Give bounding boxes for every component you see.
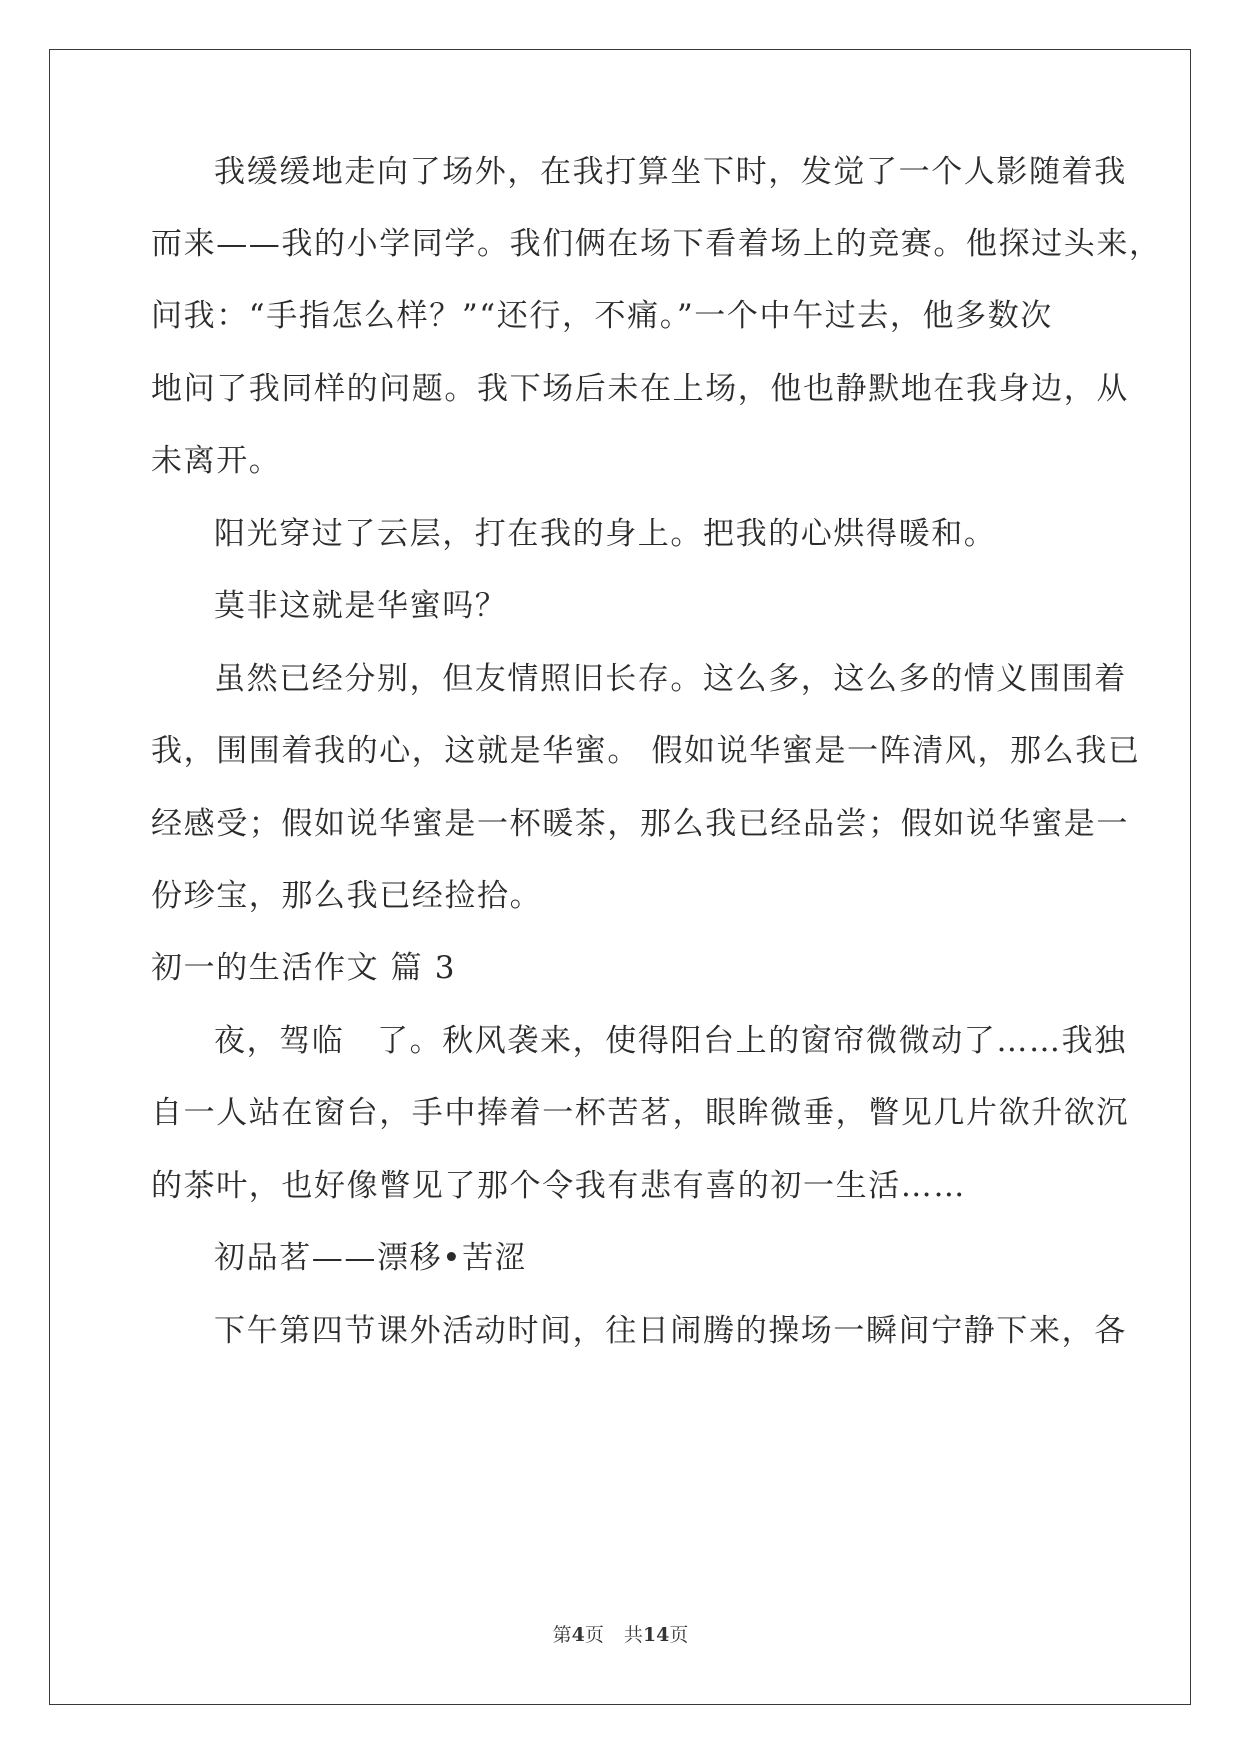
paragraph-4-line-4: 份珍宝，那么我已经捡拾。: [151, 878, 543, 914]
paragraph-1-line-1: 我缓缓地走向了场外，在我打算坐下时，发觉了一个人影随着我: [214, 154, 1127, 190]
footer-total-pages: 14: [642, 1624, 670, 1646]
paragraph-2: 阳光穿过了云层，打在我的身上。把我的心烘得暖和。: [214, 516, 997, 552]
footer-page-suffix: 页: [584, 1624, 604, 1646]
paragraph-4-line-1: 虽然已经分别，但友情照旧长存。这么多，这么多的情义围围着: [214, 661, 1127, 697]
footer-page-prefix: 第: [552, 1624, 572, 1646]
paragraph-5-line-3: 的茶叶，也好像瞥见了那个令我有悲有喜的初一生活……: [151, 1168, 966, 1204]
paragraph-1-line-2: 而来——我的小学同学。我们俩在场下看着场上的竞赛。他探过头来，: [151, 226, 1162, 262]
paragraph-3: 莫非这就是华蜜吗？: [214, 588, 508, 624]
paragraph-7: 下午第四节课外活动时间，往日闹腾的操场一瞬间宁静下来，各: [214, 1313, 1127, 1349]
paragraph-5-line-2: 自一人站在窗台，手中捧着一杯苦茗，眼眸微垂，瞥见几片欲升欲沉: [151, 1095, 1129, 1131]
paragraph-1-line-3: 问我：“手指怎么样？”“还行，不痛。”一个中午过去，他多数次: [151, 298, 1053, 334]
paragraph-1-line-5: 未离开。: [151, 443, 282, 479]
page-footer: [0, 1620, 1241, 1647]
paragraph-4-line-3: 经感受；假如说华蜜是一杯暖茶，那么我已经品尝；假如说华蜜是一: [151, 806, 1129, 842]
paragraph-6: 初品茗——漂移•苦涩: [214, 1240, 528, 1276]
footer-total-suffix: 页: [669, 1624, 689, 1646]
footer-page-number: 4: [571, 1624, 585, 1646]
paragraph-4-line-2: 我，围围着我的心，这就是华蜜。 假如说华蜜是一阵清风，那么我已: [151, 733, 1141, 769]
footer-total-prefix: 共: [623, 1624, 643, 1646]
section-heading: 初一的生活作文 篇 3: [151, 950, 457, 986]
paragraph-1-line-4: 地问了我同样的问题。我下场后未在上场，他也静默地在我身边，从: [151, 371, 1129, 407]
paragraph-5-line-1: 夜，驾临 了。秋风袭来，使得阳台上的窗帘微微动了……我独: [214, 1023, 1127, 1059]
